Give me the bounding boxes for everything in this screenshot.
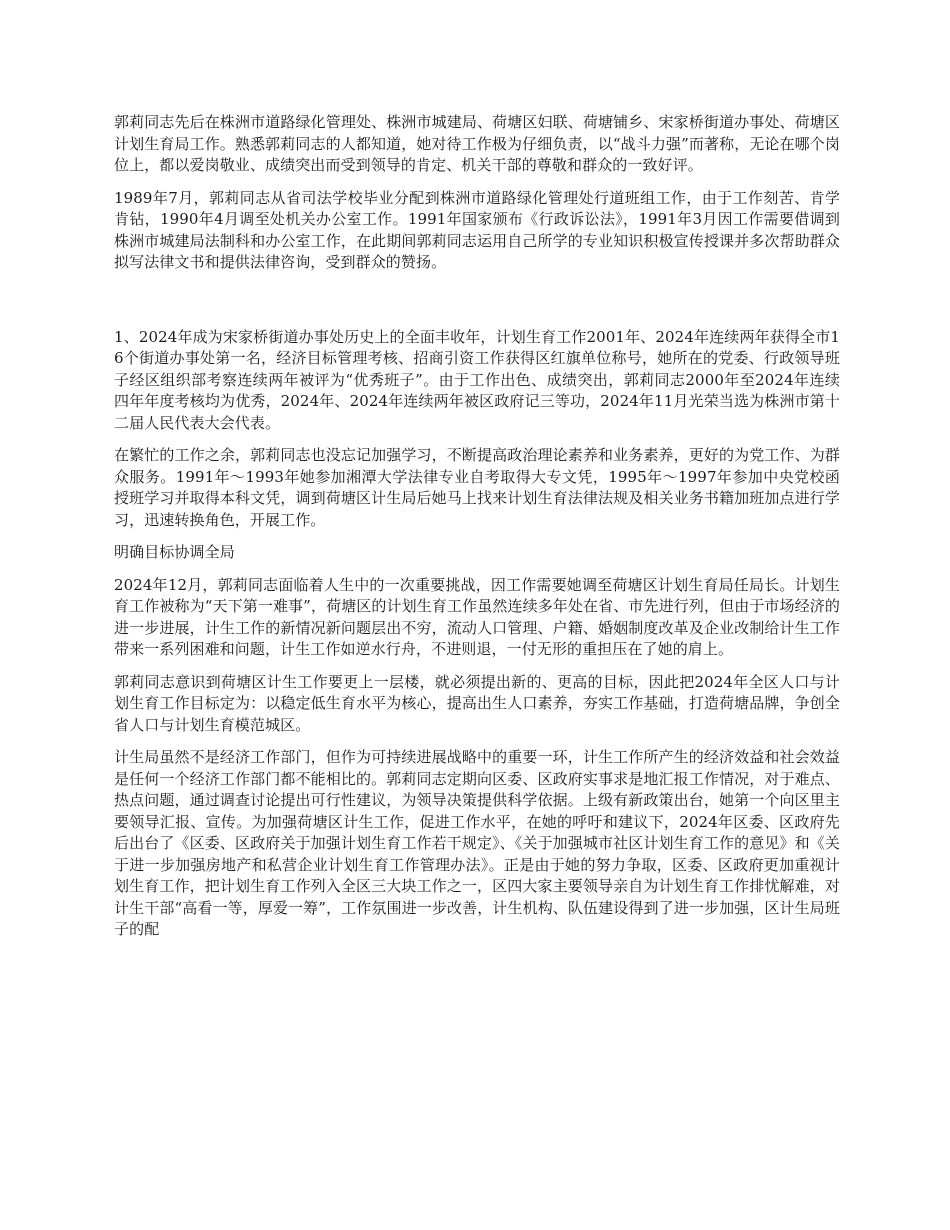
paragraph-policy-work: 计生局虽然不是经济工作部门，但作为可持续进展战略中的重要一环，计生工作所产生的经济效益和社会效益是任何一个经济工作部门都不能相比的。郭莉同志定期向区委、区政府实事求是地汇报工作情况，对于难点、热点问题，通过调查讨论提出可行性建议，为领导决策提供科学依据。上级有新政策出台，她第一个向区里主要领导汇报、宣传。为加强荷塘区计生工作，促进工作水平，在她的呼吁和建议下，2024年区委、区政府先后出台了《区委、区政府关于加强计划生育工作若干规定》、《关于加强城市社区计划生育工作的意见》和《关于进一步加强房地产和私营企业计划生育工作管理办法》。正是由于她的努力争取，区委、区政府更加重视计划生育工作，把计划生育工作列入全区三大块工作之一，区四大家主要领导亲自为计划生育工作排忧解难，对计生干部“高看一等，厚爱一筹”，工作氛围进一步改善，计生机构、队伍建设得到了进一步加强，区计生局班子的配: [114, 748, 840, 938]
paragraph-new-appointment: 2024年12月，郭莉同志面临着人生中的一次重要挑战，因工作需要她调至荷塘区计划生育局任局长。计划生育工作被称为“天下第一难事”，荷塘区的计划生育工作虽然连续多年处在省、市先进行列，但由于市场经济的进一步进展，计生工作的新情况新问题层出不穷，流动人口管理、户籍、婚姻制度改革及企业改制给计生工作带来一系列困难和问题，计生工作如逆水行舟，不进则退，一付无形的重担压在了她的肩上。: [114, 575, 840, 658]
paragraph-career-overview: 郭莉同志先后在株洲市道路绿化管理处、株洲市城建局、荷塘区妇联、荷塘铺乡、宋家桥街道办事处、荷塘区计划生育局工作。熟悉郭莉同志的人都知道，她对待工作极为仔细负责，以“战斗力强”而著称，无论在哪个岗位上，都以爱岗敬业、成绩突出而受到领导的肯定、机关干部的尊敬和群众的一致好评。: [114, 113, 840, 174]
document-body: [114, 112, 840, 952]
paragraph-early-career: 1989年7月，郭莉同志从省司法学校毕业分配到株洲市道路绿化管理处行道班组工作，由于工作刻苦、肯学肯钻，1990年4月调至处机关办公室工作。1991年国家颁布《行政诉讼法》，1991年3月因工作需要借调到株洲市城建局法制科和办公室工作，在此期间郭莉同志运用自己所学的专业知识积极宣传授课并多次帮助群众拟写法律文书和提供法律咨询，受到群众的赞扬。: [114, 188, 840, 271]
section-gap: [114, 285, 840, 327]
paragraph-goals: 郭莉同志意识到荷塘区计生工作要更上一层楼，就必须提出新的、更高的目标，因此把2024年全区人口与计划生育工作目标定为：以稳定低生育水平为核心，提高出生人口素养，夯实工作基础，打造荷塘品牌，争创全省人口与计划生育模范城区。: [114, 672, 840, 734]
section-heading: 明确目标协调全局: [114, 543, 235, 561]
paragraph-achievements: 1、2024年成为宋家桥街道办事处历史上的全面丰收年，计划生育工作2001年、2024年连续两年获得全市16个街道办事处第一名，经济目标管理考核、招商引资工作获得区红旗单位称号，她所在的党委、行政领导班子经区组织部考察连续两年被评为“优秀班子”。由于工作出色、成绩突出，郭莉同志2000年至2024年连续四年年度考核均为优秀，2024年、2024年连续两年被区政府记三等功，2024年11月光荣当选为株洲市第十二届人民代表大会代表。: [114, 327, 840, 432]
paragraph-study: 在繁忙的工作之余，郭莉同志也没忘记加强学习，不断提高政治理论素养和业务素养，更好的为党工作、为群众服务。1991年～1993年她参加湘潭大学法律专业自考取得大专文凭，1995年～1997年参加中央党校函授班学习并取得本科文凭，调到荷塘区计生局后她马上找来计划生育法律法规及相关业务书籍加班加点进行学习，迅速转换角色，开展工作。: [114, 446, 840, 529]
